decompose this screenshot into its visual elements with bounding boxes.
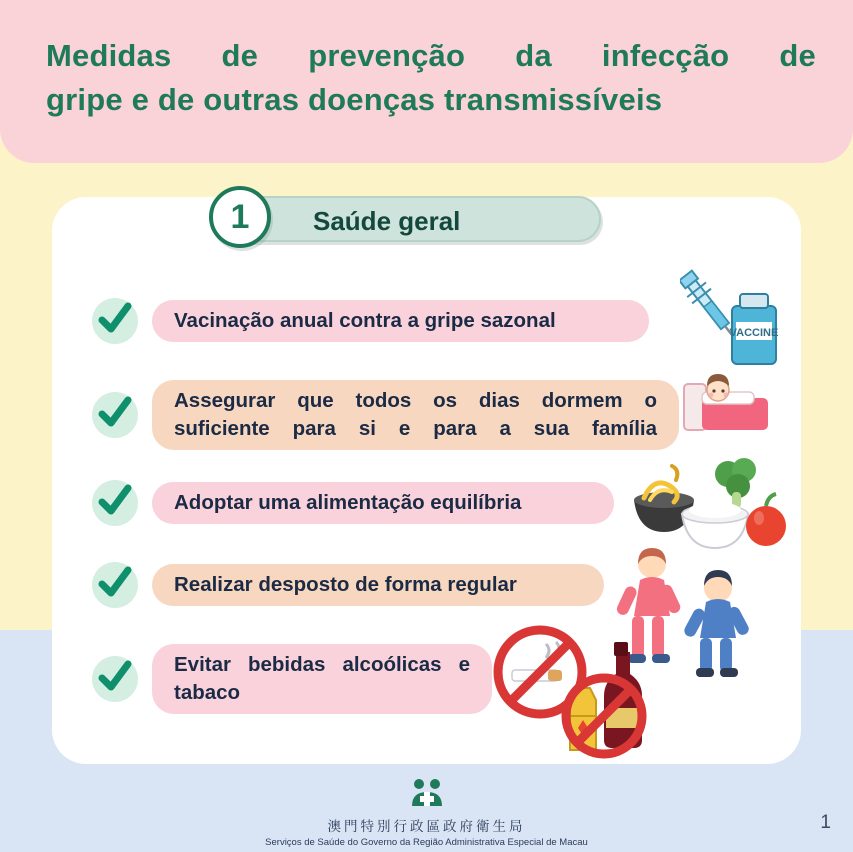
check-icon (92, 480, 138, 526)
footer (0, 778, 853, 848)
list-item (92, 562, 604, 608)
syringe-vaccine-icon (680, 248, 790, 368)
header-banner (0, 0, 853, 163)
footer-org-pt: Serviços de Saúde do Governo da Região Administrativa Especial de Macau (265, 837, 588, 848)
check-icon (92, 392, 138, 438)
page-title-line1: Medidas de prevenção da infecção de (46, 38, 816, 73)
health-bureau-logo-icon (408, 778, 446, 808)
list-item-text: Assegurar que todos os dias dormem o suficiente para si e para a sua família (152, 380, 679, 450)
list-item (92, 644, 492, 714)
list-item-text: Realizar desposto de forma regular (152, 564, 604, 606)
list-item (92, 380, 679, 450)
section-number-badge: 1 (209, 186, 271, 248)
list-item-text: Vacinação anual contra a gripe sazonal (152, 300, 649, 342)
page-number: 1 (820, 812, 831, 833)
check-icon (92, 562, 138, 608)
page-title (46, 34, 816, 122)
list-item (92, 298, 649, 344)
section-title: Saúde geral (313, 206, 461, 236)
footer-org-cn: 澳門特別行政區政府衛生局 (327, 819, 526, 834)
no-smoking-no-alcohol-icon (492, 624, 672, 764)
section-header-pill (231, 196, 601, 242)
list-item (92, 480, 614, 526)
check-icon (92, 656, 138, 702)
check-icon (92, 298, 138, 344)
page-title-line2: gripe e de outras doenças transmissíveis (46, 82, 663, 117)
sleeping-person-icon (678, 368, 773, 443)
list-item-text: Evitar bebidas alcoólicas e tabaco (152, 644, 492, 714)
vaccine-bottle-label: VACCINE (729, 327, 779, 339)
list-item-text: Adoptar uma alimentação equilíbria (152, 482, 614, 524)
